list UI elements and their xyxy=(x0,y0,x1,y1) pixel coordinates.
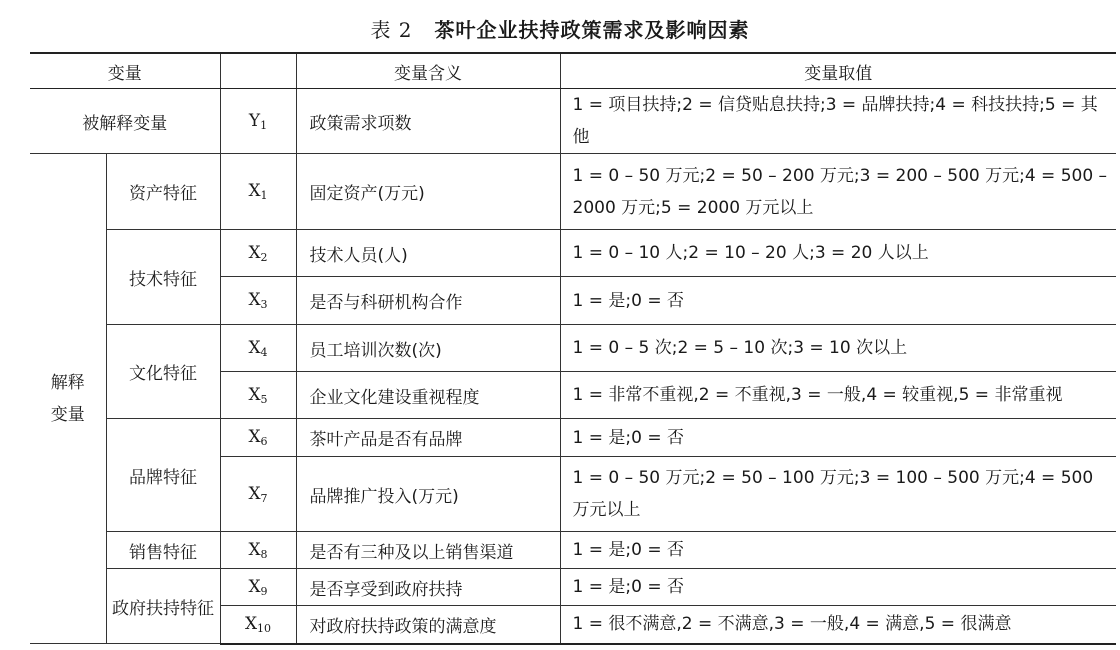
variable-symbol: $X_6$ xyxy=(220,419,296,457)
explained-variable-label: 被解释变量 xyxy=(30,89,220,154)
group-sales: 销售特征 xyxy=(106,532,220,569)
variable-meaning: 政策需求项数 xyxy=(296,89,560,154)
table-caption: 茶叶企业扶持政策需求及影响因素 xyxy=(434,18,750,42)
group-asset: 资产特征 xyxy=(106,154,220,230)
variable-meaning: 品牌推广投入(万元) xyxy=(296,457,560,532)
variable-value: 1 = 0 – 10 人;2 = 10 – 20 人;3 = 20 人以上 xyxy=(560,230,1116,277)
variables-table xyxy=(30,52,1116,645)
table-row xyxy=(30,154,1116,230)
variable-value: 1 = 0 – 50 万元;2 = 50 – 200 万元;3 = 200 – 500 万元;4 = 500 – 2000 万元;5 = 2000 万元以上 xyxy=(560,154,1116,230)
variable-symbol: $X_{10}$ xyxy=(220,606,296,644)
variable-value: 1 = 很不满意,2 = 不满意,3 = 一般,4 = 满意,5 = 很满意 xyxy=(560,606,1116,644)
group-gov: 政府扶持特征 xyxy=(106,569,220,644)
table-title xyxy=(0,14,1120,43)
variable-value: 1 = 0 – 50 万元;2 = 50 – 100 万元;3 = 100 – 500 万元;4 = 500 万元以上 xyxy=(560,457,1116,532)
explanatory-variable-label: 解释 变量 xyxy=(30,154,106,644)
variable-symbol: $X_3$ xyxy=(220,277,296,325)
variable-meaning: 是否与科研机构合作 xyxy=(296,277,560,325)
variable-value: 1 = 非常不重视,2 = 不重视,3 = 一般,4 = 较重视,5 = 非常重视 xyxy=(560,372,1116,419)
table-row xyxy=(30,532,1116,569)
variable-value: 1 = 0 – 5 次;2 = 5 – 10 次;3 = 10 次以上 xyxy=(560,325,1116,372)
variable-symbol: $Y_1$ xyxy=(220,89,296,154)
variable-meaning: 是否有三种及以上销售渠道 xyxy=(296,532,560,569)
variable-meaning: 企业文化建设重视程度 xyxy=(296,372,560,419)
variable-meaning: 员工培训次数(次) xyxy=(296,325,560,372)
variable-value: 1 = 是;0 = 否 xyxy=(560,532,1116,569)
variable-meaning: 是否享受到政府扶持 xyxy=(296,569,560,606)
variable-symbol: $X_5$ xyxy=(220,372,296,419)
table-row xyxy=(30,325,1116,372)
header-symbol xyxy=(220,53,296,89)
variable-symbol: $X_4$ xyxy=(220,325,296,372)
variable-value: 1 = 是;0 = 否 xyxy=(560,277,1116,325)
table-row xyxy=(30,89,1116,154)
variable-symbol: $X_2$ xyxy=(220,230,296,277)
group-brand: 品牌特征 xyxy=(106,419,220,532)
table-row xyxy=(30,569,1116,606)
header-value: 变量取值 xyxy=(560,53,1116,89)
table-row xyxy=(30,230,1116,277)
group-tech: 技术特征 xyxy=(106,230,220,325)
header-meaning: 变量含义 xyxy=(296,53,560,89)
header-variable: 变量 xyxy=(30,53,220,89)
variable-value: 1 = 是;0 = 否 xyxy=(560,419,1116,457)
variable-meaning: 对政府扶持政策的满意度 xyxy=(296,606,560,644)
table-row xyxy=(30,419,1116,457)
variable-meaning: 茶叶产品是否有品牌 xyxy=(296,419,560,457)
variable-meaning: 固定资产(万元) xyxy=(296,154,560,230)
table-number: 表 2 xyxy=(370,18,413,42)
variable-meaning: 技术人员(人) xyxy=(296,230,560,277)
variable-symbol: $X_7$ xyxy=(220,457,296,532)
variable-value: 1 = 是;0 = 否 xyxy=(560,569,1116,606)
variable-symbol: $X_9$ xyxy=(220,569,296,606)
variable-symbol: $X_8$ xyxy=(220,532,296,569)
variable-value: 1 = 项目扶持;2 = 信贷贴息扶持;3 = 品牌扶持;4 = 科技扶持;5 = 其他 xyxy=(560,89,1116,154)
header-row xyxy=(30,53,1116,89)
variable-symbol: $X_1$ xyxy=(220,154,296,230)
group-culture: 文化特征 xyxy=(106,325,220,419)
